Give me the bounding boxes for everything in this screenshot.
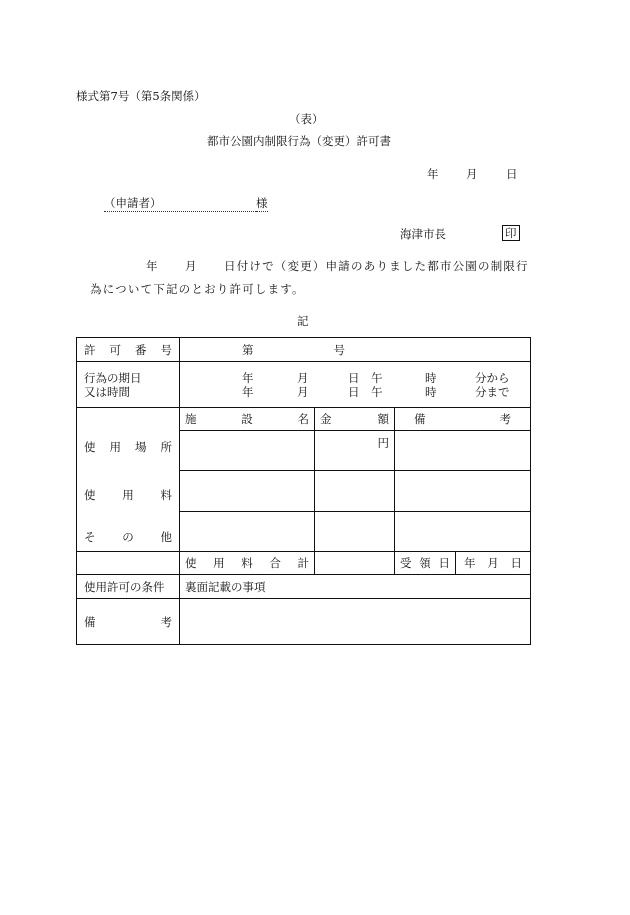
period-label-1-char: 期 <box>118 370 130 385</box>
remarks-header <box>395 408 531 431</box>
period-part: 日 <box>348 384 360 399</box>
period-part: 午 <box>371 370 383 385</box>
document-title: 都市公園内制限行為（変更）許可書 <box>207 134 391 148</box>
permit-number-label <box>77 338 180 362</box>
seal-mark <box>502 225 520 241</box>
period-label-1-char: 行 <box>84 370 96 385</box>
usage-label-char: そ <box>84 530 96 544</box>
conditions-value: 裏面記載の事項 <box>180 575 531 599</box>
usage-header-row <box>77 408 531 431</box>
facility-cell-1 <box>180 431 315 471</box>
remarks-cell-2 <box>395 471 531 511</box>
body-month: 月 <box>185 259 198 273</box>
usage-label-char: 用 <box>109 440 121 454</box>
total-value <box>315 552 395 575</box>
period-part: 午 <box>371 384 383 399</box>
body-line2: 為について下記のとおり許可します。 <box>90 282 305 296</box>
usage-labels <box>77 408 180 552</box>
amount-header-chars <box>320 411 389 427</box>
received-date-chars <box>461 555 525 571</box>
received-label-chars-char: 領 <box>419 556 431 570</box>
permit-number-label-chars-char: 許 <box>84 342 96 357</box>
period-row-to <box>185 385 525 399</box>
total-label <box>180 552 315 575</box>
facility-header-chars-char: 名 <box>297 412 309 427</box>
total-label-chars-char: 料 <box>241 556 253 570</box>
permit-number-row <box>77 338 531 362</box>
remarks-header-chars <box>400 411 525 427</box>
yen-unit: 円 <box>377 436 389 451</box>
permit-dai: 第 <box>242 342 254 357</box>
period-label-1-char: 日 <box>130 370 142 385</box>
permit-number-label-chars-char: 番 <box>135 342 147 357</box>
period-label-1 <box>84 371 172 385</box>
period-label-1-char: の <box>107 370 119 385</box>
received-date-part: 月 <box>487 556 499 570</box>
period-part: 月 <box>297 384 309 399</box>
remarks-label <box>77 599 180 645</box>
period-label-2-char: は <box>95 384 107 399</box>
amount-header-chars-char: 金 <box>320 412 332 427</box>
usage-label-char: 使 <box>84 440 96 454</box>
usage-label-2 <box>84 529 172 545</box>
facility-header-chars <box>185 411 309 427</box>
usage-label-char: 他 <box>160 530 172 544</box>
permit-number-label-chars <box>84 342 172 358</box>
remarks-value <box>180 599 531 645</box>
period-part: 日 <box>348 370 360 385</box>
conditions-row <box>77 575 531 599</box>
body-year: 年 <box>146 259 159 273</box>
received-label <box>395 552 456 575</box>
remarks-label-chars-char: 備 <box>84 614 96 629</box>
received-label-chars-char: 受 <box>400 556 412 570</box>
recipient-line <box>104 195 268 212</box>
usage-label-char: 用 <box>122 488 134 502</box>
period-label-2-char: 又 <box>84 384 96 399</box>
form-number: 様式第7号（第5条関係） <box>76 89 206 103</box>
usage-label-char: 場 <box>135 440 147 454</box>
total-label-chars-char: 計 <box>297 556 309 570</box>
received-date-part: 日 <box>510 556 522 570</box>
total-label-chars-char: 用 <box>213 556 225 570</box>
total-label-chars <box>185 555 309 571</box>
facility-cell-3 <box>180 511 315 551</box>
remarks-row <box>77 599 531 645</box>
received-date-part: 年 <box>464 556 476 570</box>
permit-table <box>76 337 531 645</box>
usage-label-char: 料 <box>160 488 172 502</box>
permit-number-value <box>180 338 531 362</box>
period-part: 年 <box>242 370 254 385</box>
usage-label-char: 使 <box>84 488 96 502</box>
honorific: 様 <box>256 196 268 210</box>
amount-header <box>315 408 395 431</box>
remarks-cell-3 <box>395 511 531 551</box>
issue-date-day: 日 <box>506 167 518 181</box>
usage-label-1 <box>84 487 172 503</box>
period-label-2-char: 時 <box>107 384 119 399</box>
facility-header-chars-char: 施 <box>185 412 197 427</box>
amount-cell-3 <box>315 511 395 551</box>
seal-icon: 印 <box>502 225 520 241</box>
received-date <box>456 552 531 575</box>
facility-cell-2 <box>180 471 315 511</box>
total-label-chars-char: 合 <box>269 556 281 570</box>
facility-header <box>180 408 315 431</box>
remarks-cell-1 <box>395 431 531 471</box>
usage-label-char: 所 <box>160 440 172 454</box>
received-label-chars <box>400 555 450 571</box>
remarks-label-chars <box>84 614 172 630</box>
remarks-header-chars-char: 考 <box>499 412 511 427</box>
period-label-1-char: 為 <box>95 370 107 385</box>
period-label <box>77 362 180 408</box>
period-label-2 <box>84 385 172 399</box>
period-part: 分から <box>475 370 510 385</box>
usage-labels-bottom <box>77 552 180 575</box>
period-part: 年 <box>242 384 254 399</box>
usage-label-0 <box>84 439 172 455</box>
remarks-header-chars-char: 備 <box>414 412 426 427</box>
received-label-chars-char: 日 <box>438 556 450 570</box>
facility-header-chars-char: 設 <box>241 412 253 427</box>
permit-number-label-chars-char: 可 <box>109 342 121 357</box>
amount-header-chars-char: 額 <box>377 412 389 427</box>
issuer-name: 海津市長 <box>400 227 446 241</box>
total-row <box>77 552 531 575</box>
period-part: 時 <box>425 384 437 399</box>
permit-go: 号 <box>333 342 345 357</box>
total-label-chars-char: 使 <box>185 556 197 570</box>
permit-number-label-chars-char: 号 <box>160 342 172 357</box>
issue-date-year: 年 <box>427 167 439 181</box>
usage-labels-inner <box>84 408 172 551</box>
issue-date-month: 月 <box>466 167 478 181</box>
applicant-label: （申請者） <box>104 195 256 212</box>
usage-label-char: の <box>122 530 134 544</box>
amount-cell-1 <box>315 431 395 471</box>
period-row <box>77 362 531 408</box>
ki-heading: 記 <box>297 314 309 328</box>
period-part: 時 <box>425 370 437 385</box>
side-label: （表） <box>289 112 324 126</box>
period-part: 分まで <box>475 384 510 399</box>
period-row-from <box>185 371 525 385</box>
remarks-label-chars-char: 考 <box>160 614 172 629</box>
period-value <box>180 362 531 408</box>
period-label-2-char: 間 <box>118 384 130 399</box>
conditions-label: 使用許可の条件 <box>77 575 180 599</box>
amount-cell-2 <box>315 471 395 511</box>
period-part: 月 <box>297 370 309 385</box>
body-line1: 日付けで（変更）申請のありました都市公園の制限行 <box>224 259 529 273</box>
